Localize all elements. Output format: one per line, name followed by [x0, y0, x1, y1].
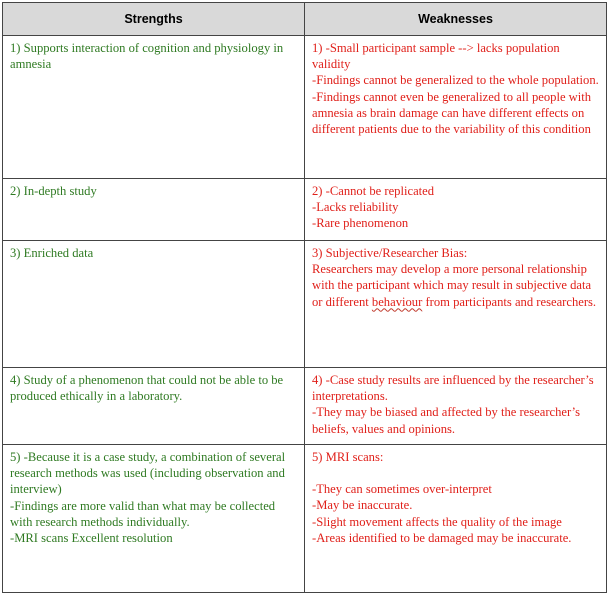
strength-text: -Findings are more valid than what may be collected with research methods individually.: [10, 498, 276, 529]
header-weaknesses: Weaknesses: [305, 3, 607, 36]
table-row: [3, 368, 607, 445]
table-row: [3, 241, 607, 368]
weakness-text: 5) MRI scans:: [312, 450, 384, 464]
weakness-text: -Slight movement affects the quality of the image: [312, 514, 562, 529]
table-row: [3, 36, 607, 179]
weakness-text: -Rare phenomenon: [312, 216, 409, 231]
strength-text: 2) In-depth study: [10, 184, 97, 198]
strength-cell: [3, 445, 305, 593]
strength-cell: [3, 179, 305, 241]
weakness-cell: [305, 368, 607, 445]
weakness-text: 1) -Small participant sample --> lacks population validity: [312, 41, 560, 72]
strengths-weaknesses-table: [2, 2, 607, 593]
strength-cell: [3, 368, 305, 445]
weakness-text: -Findings cannot be generalized to the whole population.: [312, 73, 599, 88]
weakness-cell: [305, 36, 607, 179]
spellcheck-word: behaviour: [371, 294, 423, 309]
table-row: [3, 179, 607, 241]
weakness-text: 3) Subjective/Researcher Bias:: [312, 246, 468, 260]
strength-text: 1) Supports interaction of cognition and physiology in amnesia: [10, 41, 284, 72]
weakness-text-part: from participants and researchers.: [425, 294, 597, 309]
weakness-text: [312, 261, 599, 310]
weakness-text: -They may be biased and affected by the researcher’s beliefs, values and opinions.: [312, 405, 581, 436]
header-row: [3, 3, 607, 36]
strength-text: 3) Enriched data: [10, 246, 94, 260]
strength-cell: [3, 241, 305, 368]
weakness-text: 2) -Cannot be replicated: [312, 184, 435, 198]
header-strengths: Strengths: [3, 3, 305, 36]
strength-text: 4) Study of a phenomenon that could not be able to be produced ethically in a laboratory.: [10, 373, 284, 404]
weakness-text: 4) -Case study results are influenced by the researcher’s interpretations.: [312, 373, 594, 404]
strength-text: -MRI scans Excellent resolution: [10, 531, 173, 546]
weakness-text: -They can sometimes over-interpret: [312, 482, 492, 497]
weakness-text: -Lacks reliability: [312, 200, 399, 215]
weakness-text: -Areas identified to be damaged may be inaccurate.: [312, 530, 572, 545]
weakness-text-part: Researchers may develop a more personal relationship with the participant which may result in subjective data or different: [312, 262, 592, 309]
weakness-cell: [305, 445, 607, 593]
weakness-cell: [305, 179, 607, 241]
table-row: [3, 445, 607, 593]
strength-cell: [3, 36, 305, 179]
spacer: [312, 465, 599, 481]
weakness-text: -Findings cannot even be generalized to all people with amnesia as brain damage can have different effects on different patients due to the variability of this condition: [312, 89, 592, 137]
weakness-cell: [305, 241, 607, 368]
weakness-text: -May be inaccurate.: [312, 498, 413, 513]
strength-text: 5) -Because it is a case study, a combination of several research methods was used (including observation and interview): [10, 450, 286, 497]
